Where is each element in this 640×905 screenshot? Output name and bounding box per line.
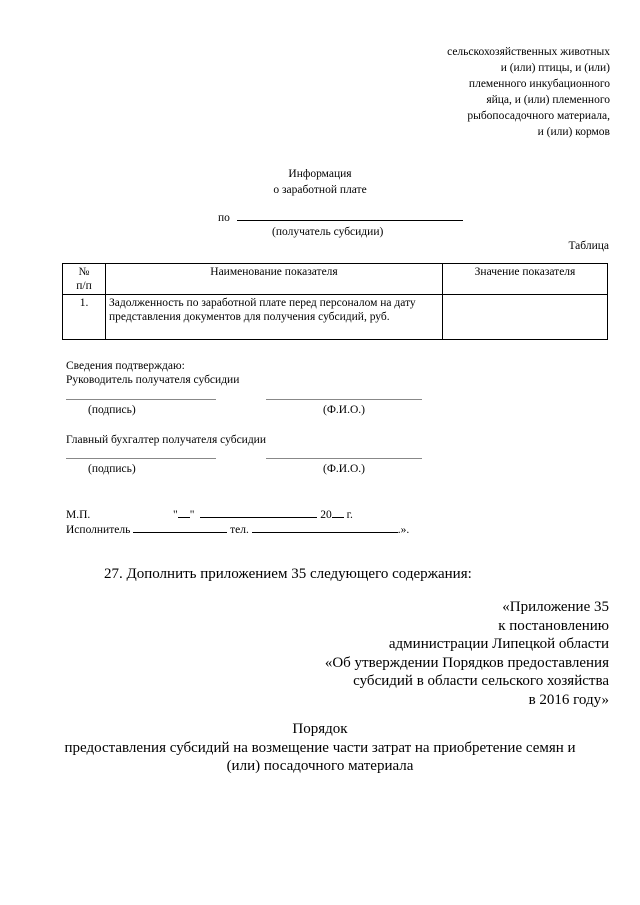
executor-label: Исполнитель xyxy=(66,524,131,536)
phone-label: тел. xyxy=(230,524,249,536)
info-title-line2: о заработной плате xyxy=(273,184,367,196)
appendix-line: субсидий в области сельского хозяйства xyxy=(353,673,609,689)
signature-line xyxy=(66,399,216,400)
header-line: рыбопосадочного материала, xyxy=(467,110,610,122)
signer-title-head: Руководитель получателя субсидии xyxy=(66,374,240,386)
appendix-line: администрации Липецкой области xyxy=(388,636,609,652)
name-caption: (Ф.И.О.) xyxy=(323,463,365,475)
date-year-suffix: г. xyxy=(346,509,353,521)
date-day-blank xyxy=(178,506,190,518)
table-header-row xyxy=(63,264,608,295)
signature-caption: (подпись) xyxy=(88,463,136,475)
header-line: и (или) птицы, и (или) xyxy=(500,62,610,74)
appendix-line: в 2016 году» xyxy=(528,691,609,708)
column-header-name: Наименование показателя xyxy=(106,264,443,295)
phone-blank xyxy=(252,521,398,533)
date-year-blank xyxy=(332,506,344,518)
end-mark: .». xyxy=(397,524,410,536)
item-27: 27. Дополнить приложением 35 следующего содержания: xyxy=(104,566,472,582)
row-value xyxy=(443,295,608,340)
date-year-prefix: 20 xyxy=(320,509,332,521)
date-close-quote: " xyxy=(189,509,195,521)
date-open-quote: " xyxy=(173,509,178,521)
name-line xyxy=(266,399,422,400)
appendix-line: «Об утверждении Порядков предоставления xyxy=(324,654,609,671)
header-line: племенного инкубационного xyxy=(468,78,610,90)
date-month-blank xyxy=(200,506,317,518)
stamp-mp: М.П. xyxy=(66,509,91,521)
signature-caption: (подпись) xyxy=(88,404,136,416)
recipient-caption: (получатель субсидии) xyxy=(272,226,384,238)
signature-line xyxy=(66,458,216,459)
order-title xyxy=(0,720,640,776)
row-number: 1. xyxy=(63,295,106,340)
appendix-line: «Приложение 35 xyxy=(502,599,609,615)
name-caption: (Ф.И.О.) xyxy=(323,404,365,416)
recipient-blank xyxy=(237,209,463,221)
executor-blank xyxy=(133,521,227,533)
order-subtitle-line1: предоставления субсидий на возмещение части затрат на приобретение семян и xyxy=(64,739,576,756)
table-label: Таблица xyxy=(568,240,609,252)
header-line: сельскохозяйственных животных xyxy=(447,46,610,58)
appendix-line: к постановлению xyxy=(498,617,609,634)
header-block xyxy=(310,44,610,140)
appendix-block xyxy=(209,598,609,709)
order-heading: Порядок xyxy=(292,721,348,737)
header-line: яйца, и (или) племенного xyxy=(486,94,610,106)
executor-line xyxy=(66,521,409,538)
order-subtitle-line2: (или) посадочного материала xyxy=(226,758,414,774)
signer-title-accountant: Главный бухгалтер получателя субсидии xyxy=(66,434,266,446)
column-header-number: № п/п xyxy=(63,264,106,295)
header-line: и (или) кормов xyxy=(537,126,610,138)
table-row xyxy=(63,295,608,340)
info-title xyxy=(0,166,640,198)
recipient-prefix: по xyxy=(218,212,230,224)
info-title-line1: Информация xyxy=(288,168,352,180)
salary-table xyxy=(62,263,608,340)
confirm-heading: Сведения подтверждаю: xyxy=(66,360,185,372)
row-name: Задолженность по заработной плате перед персоналом на дату представления документов для получения субсидий, руб. xyxy=(106,295,443,340)
column-header-value: Значение показателя xyxy=(443,264,608,295)
name-line xyxy=(266,458,422,459)
